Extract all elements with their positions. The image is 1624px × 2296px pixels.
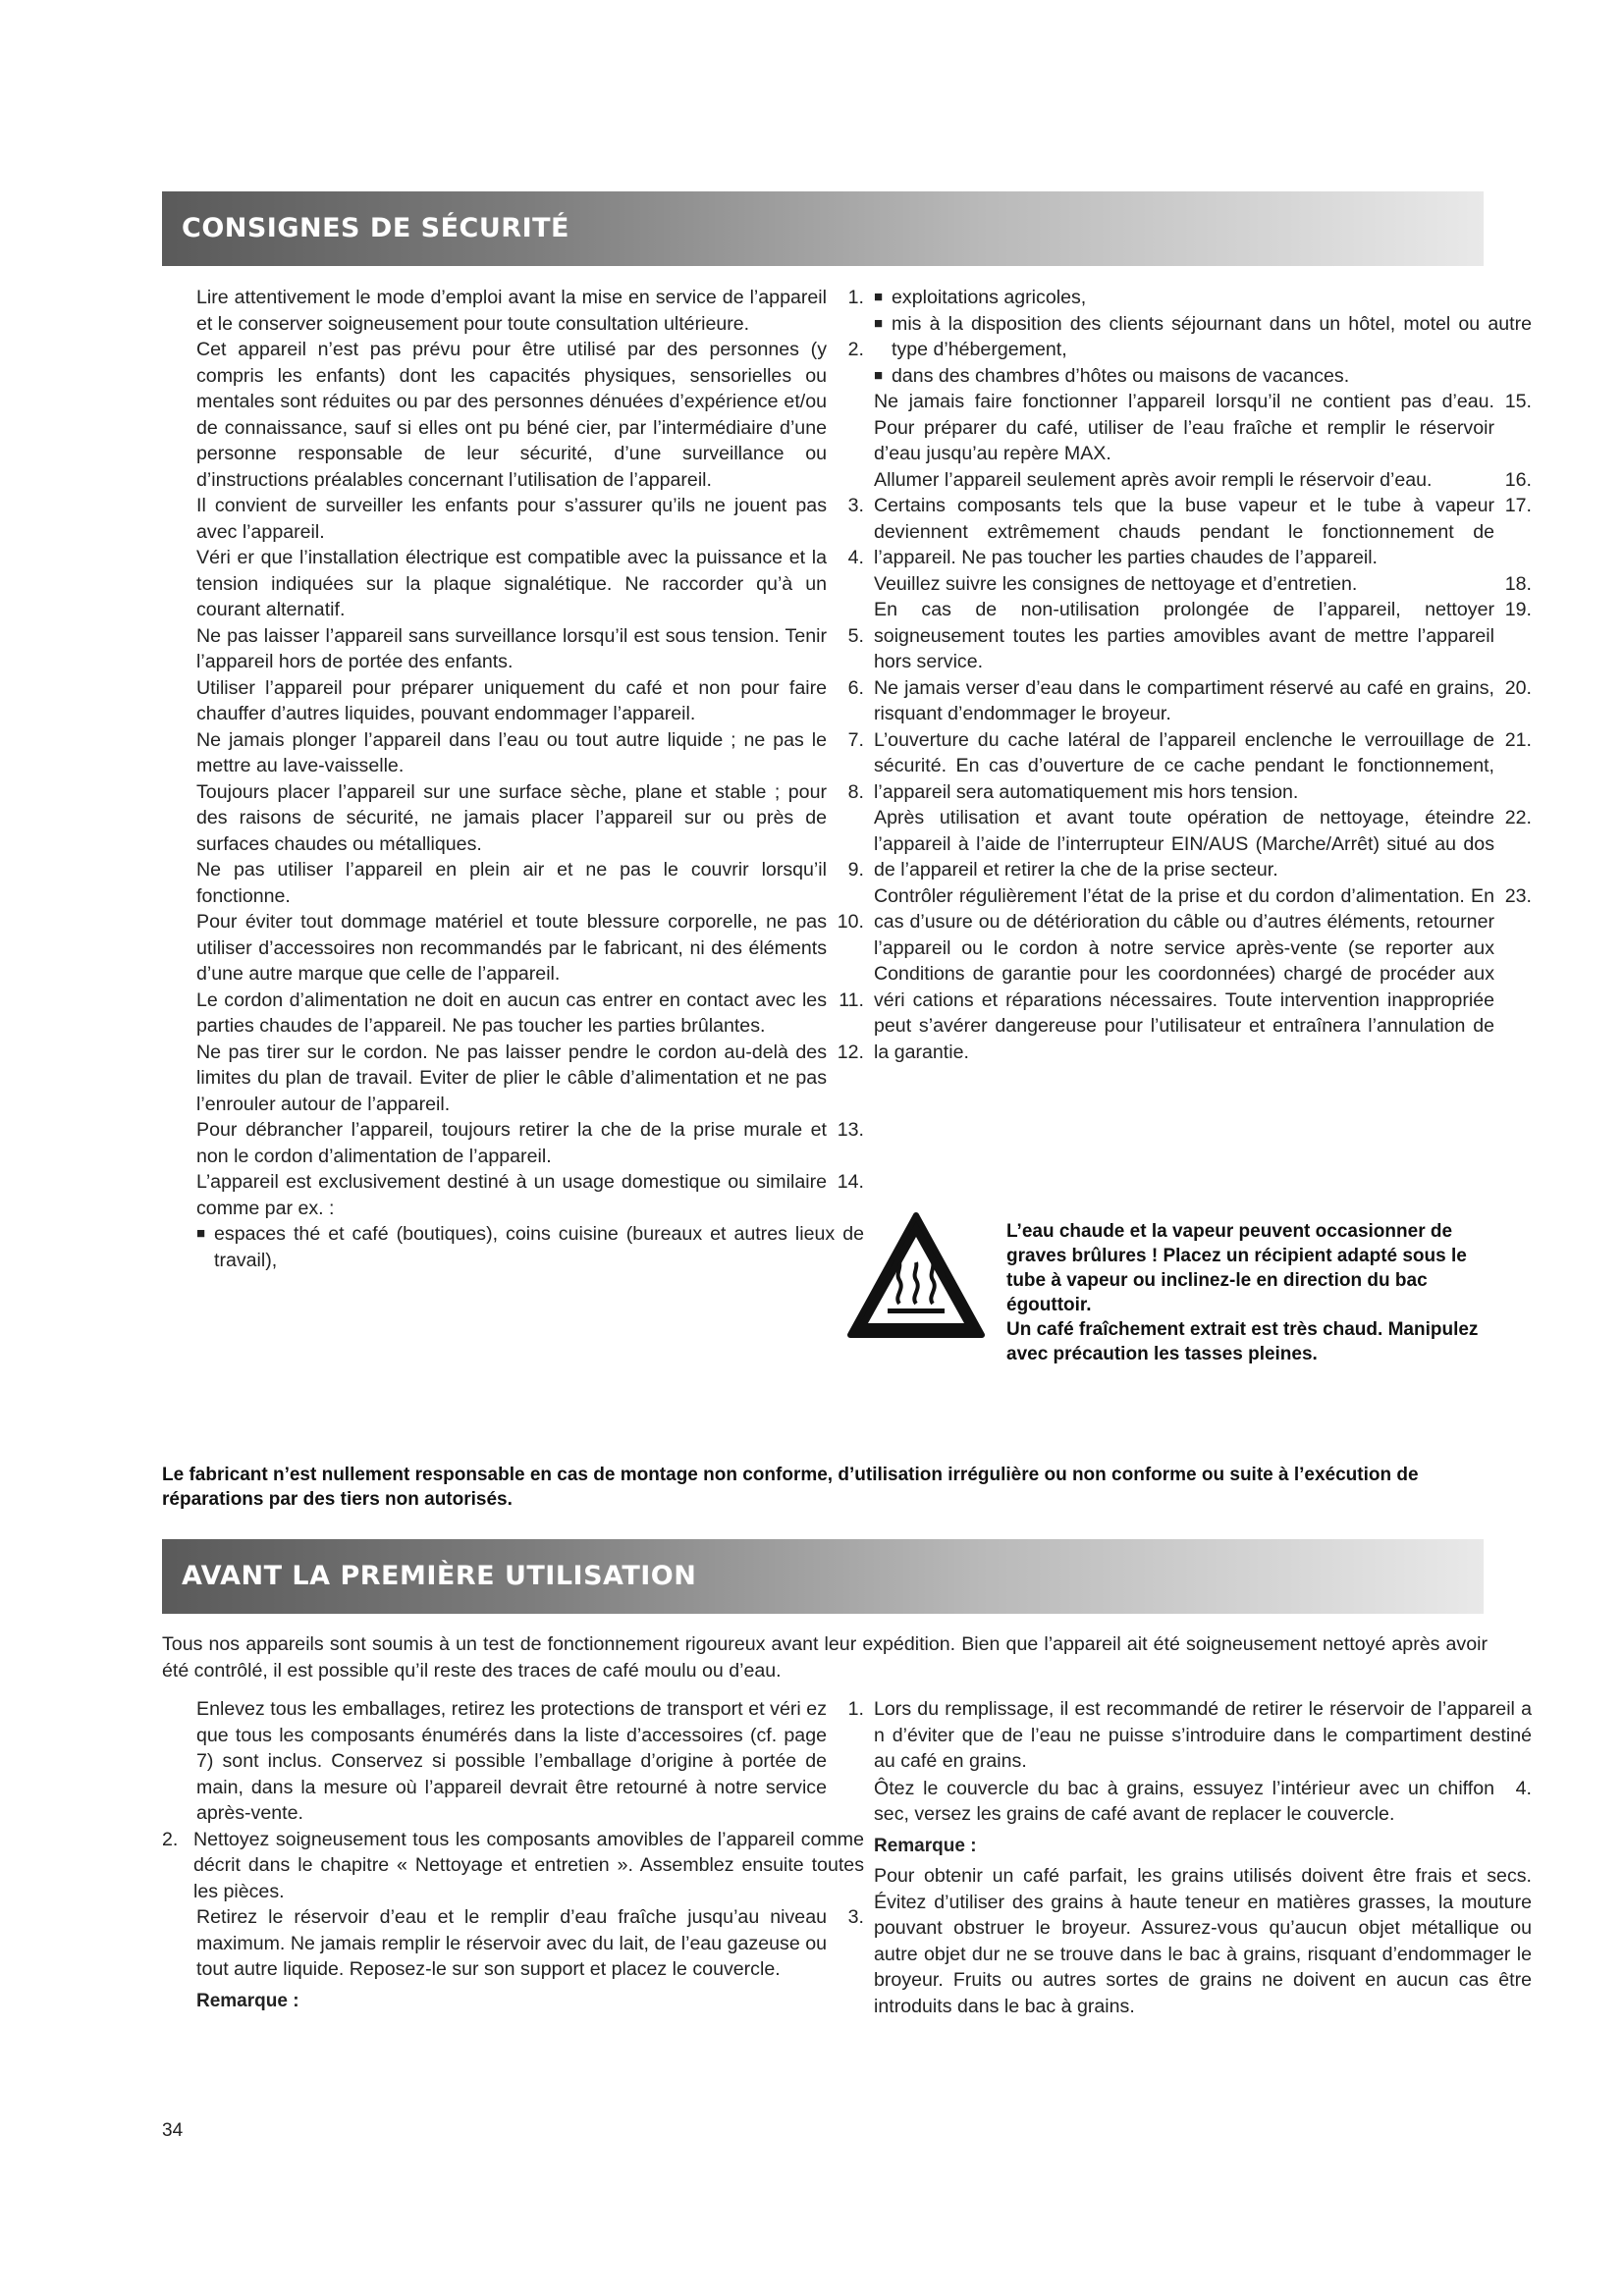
list-item: Cet appareil n’est pas prévu pour être utilisé par des personnes (y compris les enfants) dont les capacités physiques, sensorielles ou mentales sont réduites ou par des personnes dénuées d’expérience et/ou de connaissance, sauf si elles ont pu béné cier, par l’intermédiaire d’une personne responsable de leur sécurité, d’une surveillance ou d’instructions préalables concernant l’utilisation de l’appareil. 2. [196, 339, 864, 491]
list-item: Ne jamais faire fonctionner l’appareil lorsqu’il ne contient pas d’eau. Pour préparer du café, utiliser de l’eau fraîche et remplir le réservoir d’eau jusqu’au repère MAX. 15. [874, 391, 1532, 464]
list-item: Certains composants tels que la buse vapeur et le tube à vapeur deviennent extrêmement chauds pendant le fonctionnement de l’appareil. Ne pas toucher les parties chaudes de l’appareil. 17. [874, 495, 1532, 568]
list-item: Veuillez suivre les consignes de nettoyage et d’entretien. 18. [874, 572, 1532, 595]
safety-left-column [196, 285, 864, 1273]
bullet-icon: ■ [196, 1225, 206, 1242]
list-item: Véri er que l’installation électrique est compatible avec la puissance et la tension indiquées sur la plaque signalétique. Ne raccorder qu’à un courant alternatif. 4. [196, 547, 864, 620]
list-item: Après utilisation et avant toute opération de nettoyage, éteindre l’appareil à l’aide de l’interrupteur EIN/AUS (Marche/Arrêt) situé au dos de l’appareil et retirer la che de la prise secteur. 22. [874, 807, 1532, 881]
list-item: Pour débrancher l’appareil, toujours retirer la che de la prise murale et non le cordon d’alimentation de l’appareil. 13. [196, 1119, 864, 1167]
list-item: Enlevez tous les emballages, retirez les protections de transport et véri ez que tous les composants énumérés dans la liste d’accessoires (cf. page 7) sont inclus. Conservez si possible l’emballage d’origine à portée de main, dans la mesure où l’appareil devrait être retourné à notre service après-vente. 1. [196, 1698, 864, 1824]
list-item: Il convient de surveiller les enfants pour s’assurer qu’ils ne jouent pas avec l’appareil. 3. [196, 495, 864, 543]
safety-right-column [874, 285, 1532, 1065]
bullet-icon: ■ [874, 314, 884, 332]
hot-surface-warning-icon [842, 1207, 990, 1345]
list-item: Toujours placer l’appareil sur une surface sèche, plane et stable ; pour des raisons de sécurité, ne jamais placer l’appareil sur ou près de surfaces chaudes ou métalliques. 8. [196, 780, 864, 855]
intro-paragraph: Tous nos appareils sont soumis à un test de fonctionnement rigoureux avant leur expédition. Bien que l’appareil ait été soigneusement nettoyé après avoir été contrôlé, il est possible qu’il reste des traces de café moulu ou d’eau. [162, 1633, 1488, 1682]
list-item: Lire attentivement le mode d’emploi avant la mise en service de l’appareil et le conserver soigneusement pour toute consultation ultérieure. 1. [196, 287, 864, 335]
section-header-first-use [162, 1539, 1484, 1614]
list-item: Ôtez le couvercle du bac à grains, essuyez l’intérieur avec un chiffon sec, versez les grains de café avant de replacer le couvercle. 4. [874, 1777, 1532, 1825]
list-item: Allumer l’appareil seulement après avoir rempli le réservoir d’eau. 16. [874, 468, 1532, 491]
section-header-safety [162, 191, 1484, 266]
page-number: 34 [162, 2120, 184, 2141]
list-item: Contrôler régulièrement l’état de la prise et du cordon d’alimentation. En cas d’usure ou de détérioration du câble ou d’autres éléments, retourner l’appareil ou le cordon à notre service après-vente (se reporter aux Conditions de garantie pour les coordonnées) chargé de procéder aux véri cations et réparations nécessaires. Toute intervention inappropriée peut s’avérer dangereuse pour l’utilisateur et entraînera l’annulation de la garantie. 23. [874, 884, 1532, 1063]
list-item: 2. Nettoyez soigneusement tous les composants amovibles de l’appareil comme décrit dans le chapitre « Nettoyage et entretien ». Assemblez ensuite toutes les pièces. [162, 1828, 864, 1902]
list-item: L’appareil est exclusivement destiné à un usage domestique ou similaire comme par ex. : 14. [196, 1171, 864, 1219]
first-use-right-column [874, 1696, 1532, 2020]
bullet-icon: ■ [874, 366, 884, 384]
warning-text: L’eau chaude et la vapeur peuvent occasionner de graves brûlures ! Placez un récipient adapté sous le tube à vapeur ou inclinez-le en direction du bac égouttoir. Un café fraîchement extrait est très chaud. Manipulez avec précaution les tasses pleines. [1006, 1221, 1479, 1364]
list-item: Ne jamais plonger l’appareil dans l’eau ou tout autre liquide ; ne pas le mettre au lave-vaisselle. 7. [196, 728, 864, 776]
bullet-item: ■ espaces thé et café (boutiques), coins cuisine (bureaux et autres lieux de travail), [196, 1221, 864, 1273]
list-item: Utiliser l’appareil pour préparer uniquement du café et non pour faire chauffer d’autres liquides, pouvant endommager l’appareil. 6. [196, 676, 864, 724]
list-item: Le cordon d’alimentation ne doit en aucun cas entrer en contact avec les parties chaudes de l’appareil. Ne pas toucher les parties brûlantes. 11. [196, 988, 864, 1037]
fill-note: Lors du remplissage, il est recommandé de retirer le réservoir de l’appareil a n d’éviter que de l’eau ne puisse s’introduire dans le compartiment destiné au café en grains. [874, 1698, 1532, 1772]
first-use-left-column [162, 1696, 864, 2018]
remark-label: Remarque : [874, 1835, 977, 1856]
list-item: Pour éviter tout dommage matériel et toute blessure corporelle, ne pas utiliser d’accessoires non recommandés par le fabricant, ni des éléments d’une autre marque que celle de l’appareil. 10. [196, 911, 864, 985]
bullet-item: ■ dans des chambres d’hôtes ou maisons de vacances. [874, 363, 1532, 390]
remark-label: Remarque : [196, 1990, 299, 2011]
bullet-icon: ■ [874, 289, 884, 305]
list-item: En cas de non-utilisation prolongée de l’appareil, nettoyer soigneusement toutes les parties amovibles avant de mettre l’appareil hors service. 19. [874, 599, 1532, 672]
list-item: L’ouverture du cache latéral de l’appareil enclenche le verrouillage de sécurité. En cas d’ouverture de ce cache pendant le fonctionnement, l’appareil sera automatiquement mis hors tension. 21. [874, 728, 1532, 803]
remark-text: Pour obtenir un café parfait, les grains utilisés doivent être frais et secs. Évitez d’utiliser des grains à haute teneur en matières grasses, la mouture pouvant obstruer le broyeur. Assurez-vous qu’aucun objet métallique ou autre objet dur ne se trouve dans le bac à grains, risquant d’endommager le broyeur. Fruits ou autres sortes de grains ne doivent en aucun cas être introduits dans le bac à grains. [874, 1865, 1532, 2017]
list-item: Retirez le réservoir d’eau et le remplir d’eau fraîche jusqu’au niveau maximum. Ne jamais remplir le réservoir avec du lait, de l’eau gazeuse ou tout autre liquide. Reposez-le sur son support et placez le couvercle. 3. [196, 1906, 864, 1980]
section-title: AVANT LA PREMIÈRE UTILISATION [182, 1561, 697, 1591]
bullet-item: ■ exploitations agricoles, [874, 285, 1532, 311]
bullet-item: ■ mis à la disposition des clients séjournant dans un hôtel, motel ou autre type d’hébergement, [874, 311, 1532, 363]
list-item: Ne jamais verser d’eau dans le compartiment réservé au café en grains, risquant d’endommager le broyeur. 20. [874, 676, 1532, 724]
section-title: CONSIGNES DE SÉCURITÉ [182, 213, 569, 243]
list-item: Ne pas laisser l’appareil sans surveillance lorsqu’il est sous tension. Tenir l’appareil hors de portée des enfants. 5. [196, 624, 864, 672]
list-item: Ne pas utiliser l’appareil en plein air et ne pas le couvrir lorsqu’il fonctionne. 9. [196, 859, 864, 907]
liability-note: Le fabricant n’est nullement responsable en cas de montage non conforme, d’utilisation irrégulière ou non conforme ou suite à l’exécution de réparations par des tiers non autorisés. [162, 1465, 1419, 1510]
list-item: Ne pas tirer sur le cordon. Ne pas laisser pendre le cordon au-delà des limites du plan de travail. Eviter de plier le câble d’alimentation et ne pas l’enrouler autour de l’appareil. 12. [196, 1041, 864, 1115]
